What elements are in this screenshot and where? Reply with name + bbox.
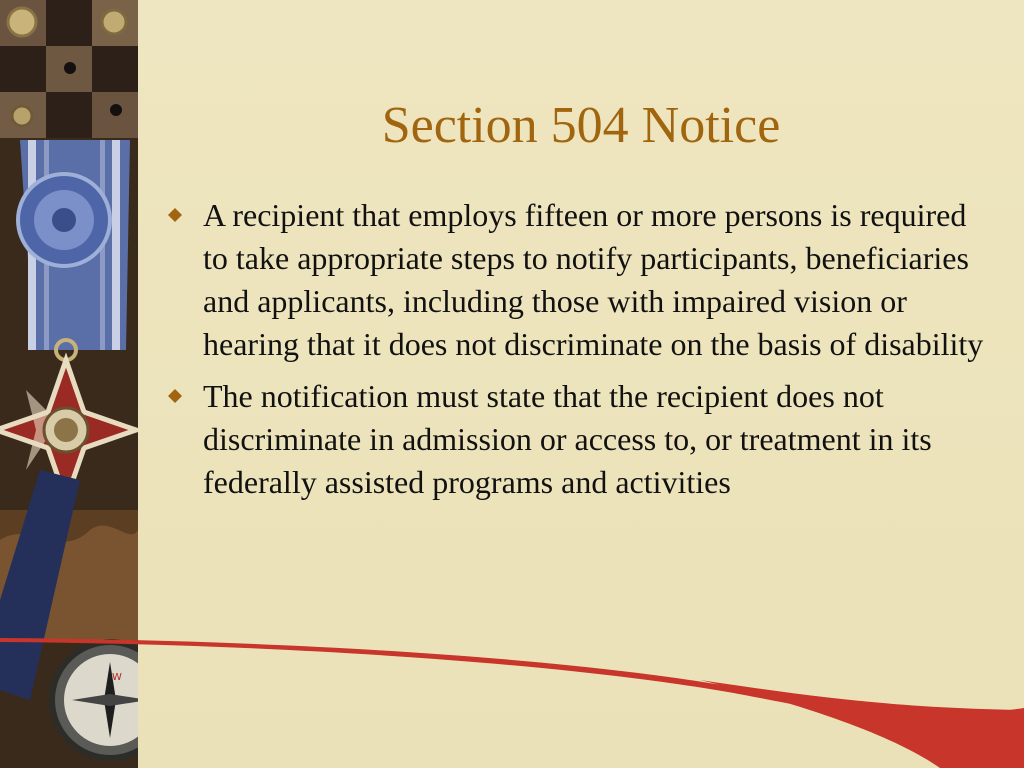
bullet-item xyxy=(168,375,998,504)
diamond-bullet-icon xyxy=(168,208,182,222)
bullet-text: A recipient that employs fifteen or more persons is required to take appropriate steps to notify participants, beneficiaries and applicants, including those with impaired vision or hearing that it does not discriminate on the basis of disability xyxy=(203,197,984,362)
svg-text:W: W xyxy=(112,672,122,683)
bullet-item xyxy=(168,194,998,366)
bullet-list xyxy=(168,194,998,513)
bullet-text: The notification must state that the recipient does not discriminate in admission or access to, or treatment in its federally assisted programs and activities xyxy=(203,378,932,500)
diamond-bullet-icon xyxy=(168,389,182,403)
slide-title: Section 504 Notice xyxy=(381,97,781,154)
red-swoosh-line xyxy=(0,600,1024,768)
